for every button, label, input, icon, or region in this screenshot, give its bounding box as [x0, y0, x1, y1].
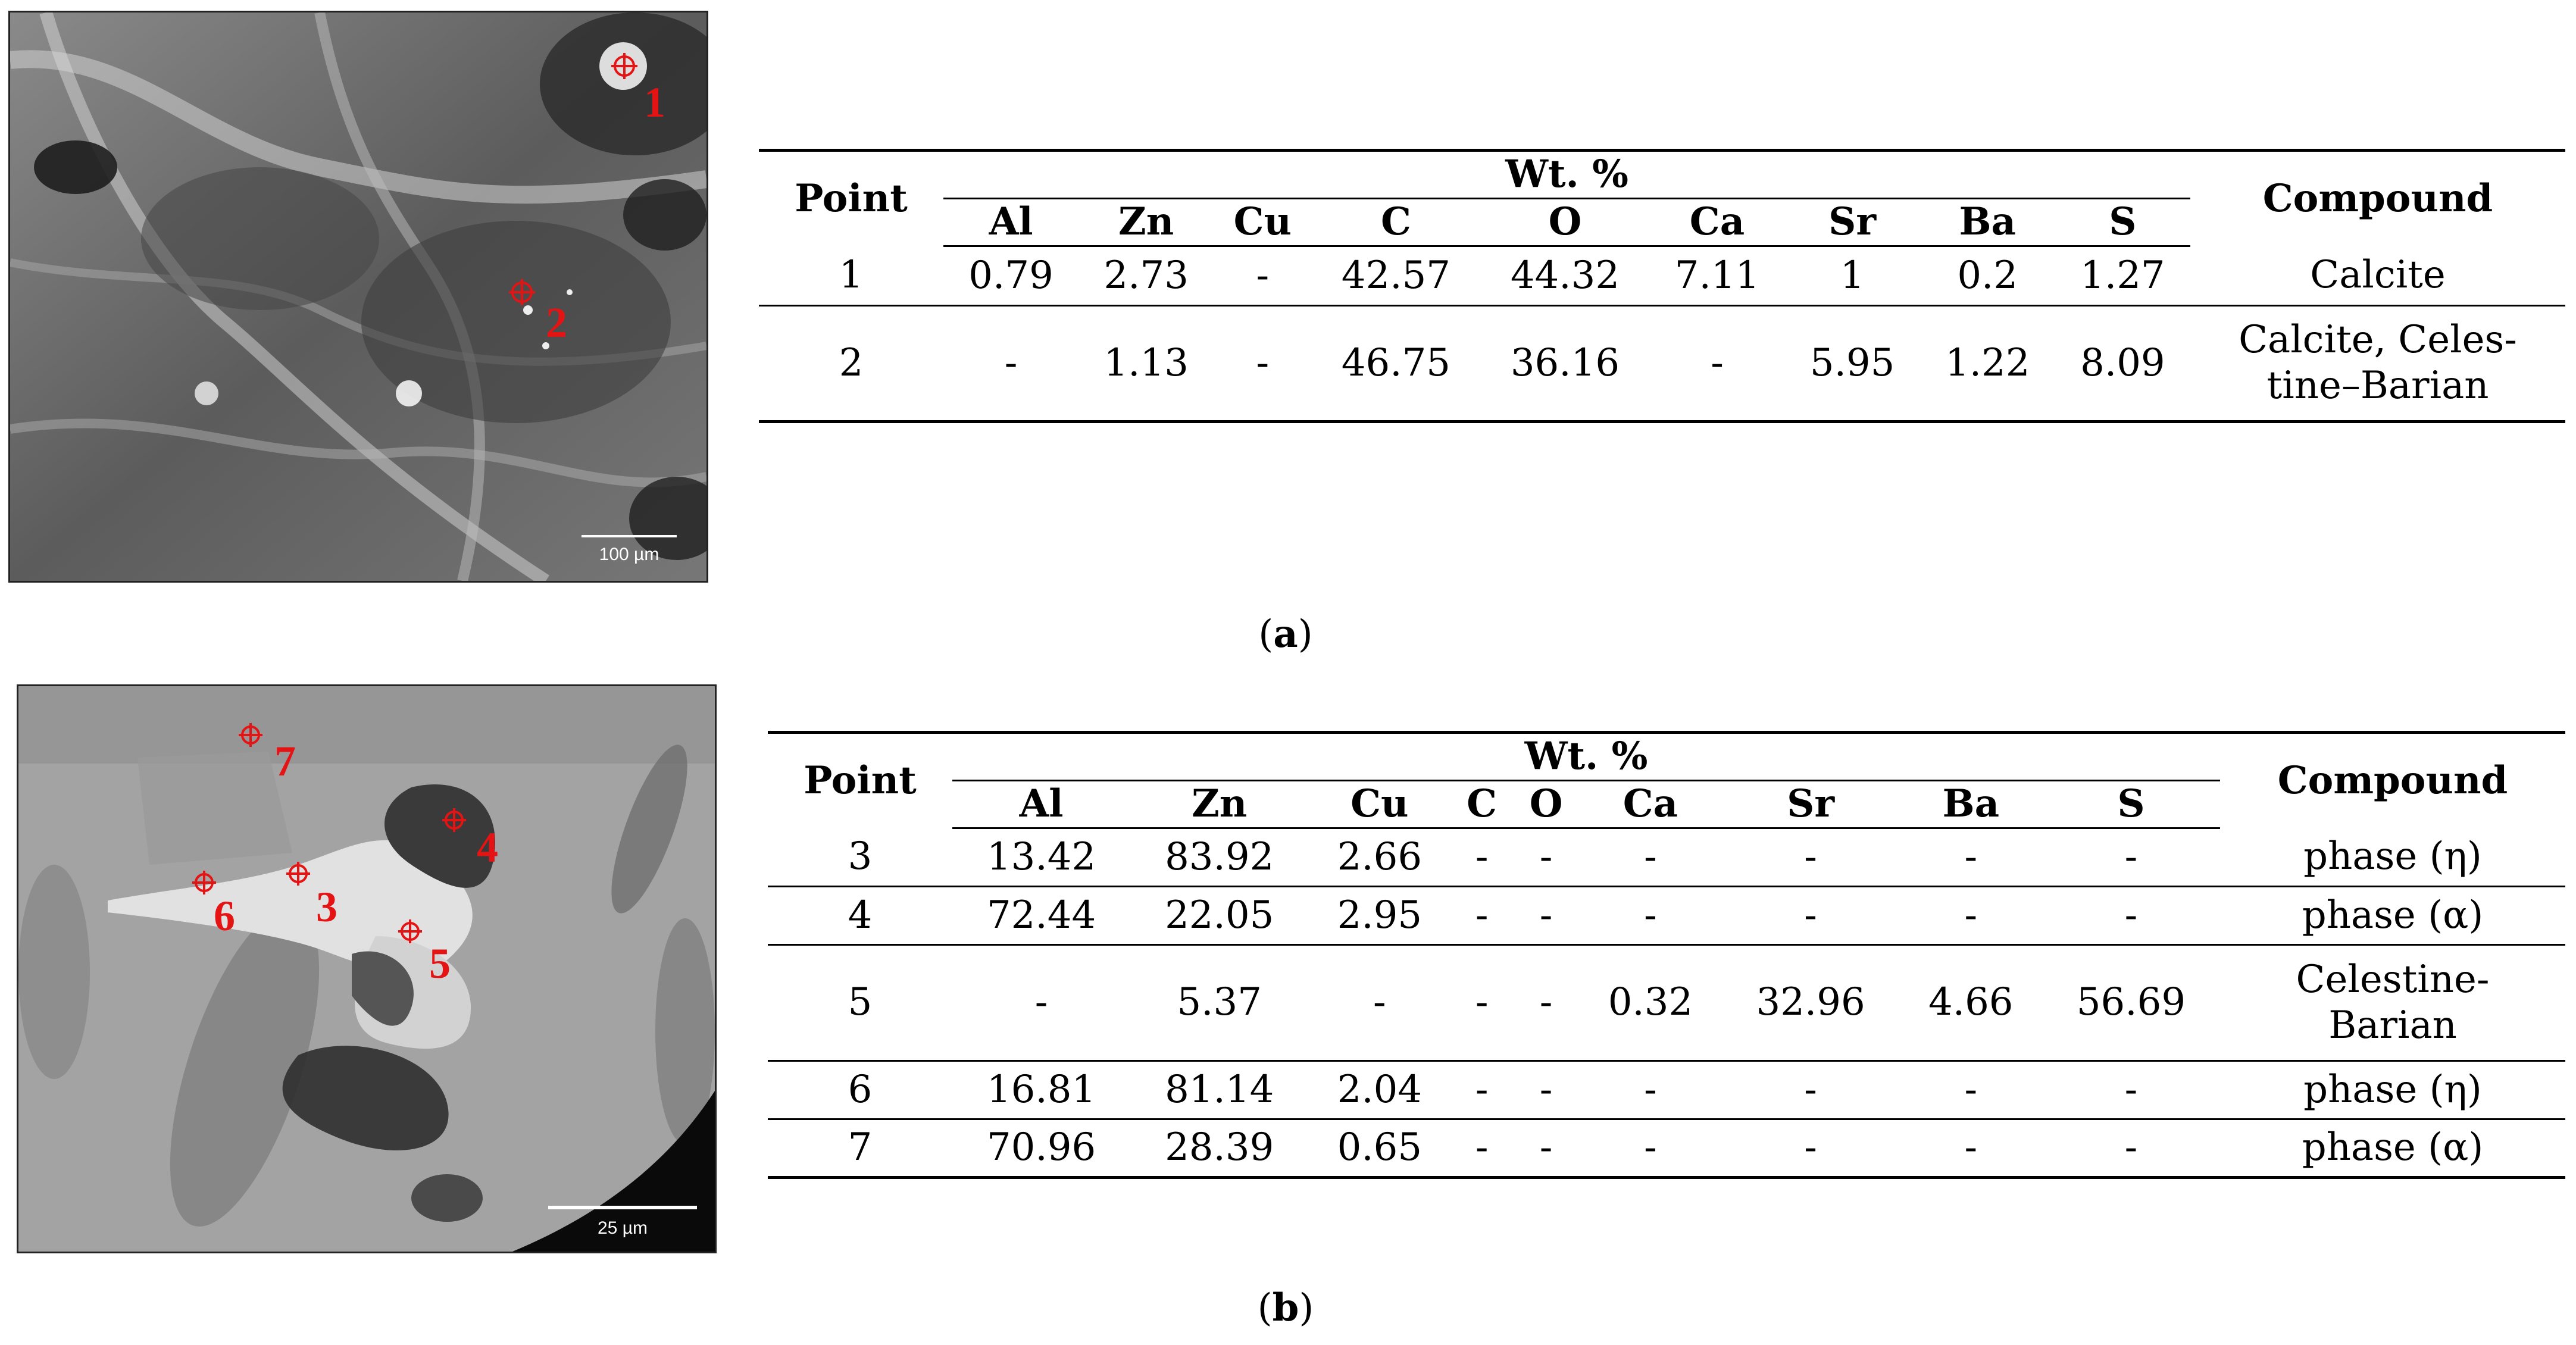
value-cell: - [1722, 1119, 1900, 1177]
value-cell: - [1722, 828, 1900, 886]
element-header: Ca [1649, 198, 1784, 246]
svg-text:1: 1 [644, 79, 665, 126]
value-cell: 1.22 [1920, 305, 2055, 421]
value-cell: - [1308, 944, 1450, 1061]
value-cell: - [1513, 828, 1580, 886]
value-cell: 1.13 [1078, 305, 1214, 421]
point-cell: 6 [768, 1061, 952, 1119]
point-header: Point [768, 733, 952, 828]
table-row [768, 1061, 2565, 1119]
svg-text:6: 6 [214, 892, 235, 940]
value-cell: 44.32 [1480, 246, 1649, 305]
eds-table-b [768, 731, 2565, 1179]
value-cell: 0.79 [943, 246, 1078, 305]
value-cell: 42.57 [1311, 246, 1480, 305]
element-header: O [1513, 780, 1580, 828]
sem-image-a-drawing [10, 12, 706, 581]
table-row [759, 305, 2565, 421]
value-cell: 28.39 [1130, 1119, 1308, 1177]
value-cell: - [1900, 1061, 2042, 1119]
value-cell: - [2042, 1119, 2220, 1177]
value-cell: - [2042, 1061, 2220, 1119]
value-cell: 5.95 [1785, 305, 1920, 421]
compound-cell: phase (α) [2220, 1119, 2565, 1177]
eds-table-a [759, 149, 2565, 423]
value-cell: 83.92 [1130, 828, 1308, 886]
svg-text:25 µm: 25 µm [598, 1218, 648, 1238]
point-cell: 5 [768, 944, 952, 1061]
value-cell: - [1900, 1119, 2042, 1177]
compound-cell: phase (η) [2220, 1061, 2565, 1119]
wt-header: Wt. % [952, 733, 2220, 781]
element-header: Zn [1078, 198, 1214, 246]
value-cell: 22.05 [1130, 886, 1308, 944]
element-header: Ca [1579, 780, 1721, 828]
element-header: S [2042, 780, 2220, 828]
compound-cell [2220, 944, 2565, 1061]
value-cell: 1 [1785, 246, 1920, 305]
compound-cell: phase (η) [2220, 828, 2565, 886]
value-cell: 70.96 [952, 1119, 1130, 1177]
compound-header: Compound [2190, 151, 2565, 246]
value-cell: - [943, 305, 1078, 421]
point-cell: 1 [759, 246, 943, 305]
value-cell: - [1579, 886, 1721, 944]
value-cell: 2.66 [1308, 828, 1450, 886]
value-cell: - [1513, 1119, 1580, 1177]
value-cell: 2.04 [1308, 1061, 1450, 1119]
table-row [768, 828, 2565, 886]
compound-line: Celestine- [2296, 957, 2490, 1002]
caption-letter: b [1272, 1285, 1299, 1330]
caption-letter: a [1273, 612, 1298, 656]
value-cell: - [1450, 1119, 1512, 1177]
value-cell: 0.65 [1308, 1119, 1450, 1177]
point-cell: 4 [768, 886, 952, 944]
element-header: C [1311, 198, 1480, 246]
svg-text:2: 2 [546, 299, 567, 346]
value-cell: - [2042, 828, 2220, 886]
value-cell: - [1900, 828, 2042, 886]
compound-line: Calcite, Celes- [2239, 318, 2517, 362]
element-header: C [1450, 780, 1512, 828]
element-header: Cu [1214, 198, 1311, 246]
element-header: Cu [1308, 780, 1450, 828]
element-header: Sr [1785, 198, 1920, 246]
value-cell: 72.44 [952, 886, 1130, 944]
svg-text:7: 7 [274, 737, 296, 785]
element-header: Ba [1900, 780, 2042, 828]
value-cell: - [1579, 828, 1721, 886]
sem-image-a [8, 11, 708, 583]
value-cell: 36.16 [1480, 305, 1649, 421]
value-cell: - [952, 944, 1130, 1061]
wt-header: Wt. % [943, 151, 2190, 199]
value-cell: - [2042, 886, 2220, 944]
svg-text:5: 5 [429, 940, 451, 987]
table-row [768, 944, 2565, 1061]
value-cell: - [1513, 1061, 1580, 1119]
value-cell: 0.32 [1579, 944, 1721, 1061]
value-cell: - [1722, 1061, 1900, 1119]
compound-line: tine–Barian [2266, 364, 2489, 408]
element-header: Al [943, 198, 1078, 246]
element-header: Ba [1920, 198, 2055, 246]
value-cell: 0.2 [1920, 246, 2055, 305]
caption-a: (a) [1258, 612, 1313, 656]
table-row [759, 246, 2565, 305]
element-header: O [1480, 198, 1649, 246]
compound-cell: phase (α) [2220, 886, 2565, 944]
value-cell: 2.73 [1078, 246, 1214, 305]
sem-image-b-drawing [18, 686, 715, 1252]
compound-header: Compound [2220, 733, 2565, 828]
value-cell: 46.75 [1311, 305, 1480, 421]
element-header: S [2055, 198, 2190, 246]
value-cell: 2.95 [1308, 886, 1450, 944]
value-cell: - [1450, 944, 1512, 1061]
value-cell: 5.37 [1130, 944, 1308, 1061]
value-cell: - [1579, 1061, 1721, 1119]
value-cell: - [1214, 246, 1311, 305]
point-cell: 7 [768, 1119, 952, 1177]
sem-image-b [17, 684, 717, 1253]
value-cell: 32.96 [1722, 944, 1900, 1061]
value-cell: 16.81 [952, 1061, 1130, 1119]
element-header: Zn [1130, 780, 1308, 828]
value-cell: - [1450, 828, 1512, 886]
point-cell: 3 [768, 828, 952, 886]
svg-text:100 µm: 100 µm [599, 545, 659, 564]
svg-text:4: 4 [477, 824, 498, 871]
value-cell: - [1579, 1119, 1721, 1177]
compound-cell [2190, 305, 2565, 421]
value-cell: 7.11 [1649, 246, 1784, 305]
point-cell: 2 [759, 305, 943, 421]
value-cell: - [1900, 886, 2042, 944]
table-row [768, 886, 2565, 944]
compound-line: Barian [2328, 1003, 2457, 1047]
value-cell: - [1450, 886, 1512, 944]
point-header: Point [759, 151, 943, 246]
value-cell: 81.14 [1130, 1061, 1308, 1119]
value-cell: - [1513, 886, 1580, 944]
compound-cell: Calcite [2190, 246, 2565, 305]
table-row [768, 1119, 2565, 1177]
value-cell: 1.27 [2055, 246, 2190, 305]
value-cell: - [1513, 944, 1580, 1061]
value-cell: 13.42 [952, 828, 1130, 886]
value-cell: 8.09 [2055, 305, 2190, 421]
value-cell: - [1214, 305, 1311, 421]
value-cell: 56.69 [2042, 944, 2220, 1061]
value-cell: 4.66 [1900, 944, 2042, 1061]
value-cell: - [1450, 1061, 1512, 1119]
value-cell: - [1722, 886, 1900, 944]
element-header: Sr [1722, 780, 1900, 828]
svg-text:3: 3 [316, 883, 337, 931]
value-cell: - [1649, 305, 1784, 421]
element-header: Al [952, 780, 1130, 828]
caption-b: (b) [1257, 1285, 1314, 1330]
